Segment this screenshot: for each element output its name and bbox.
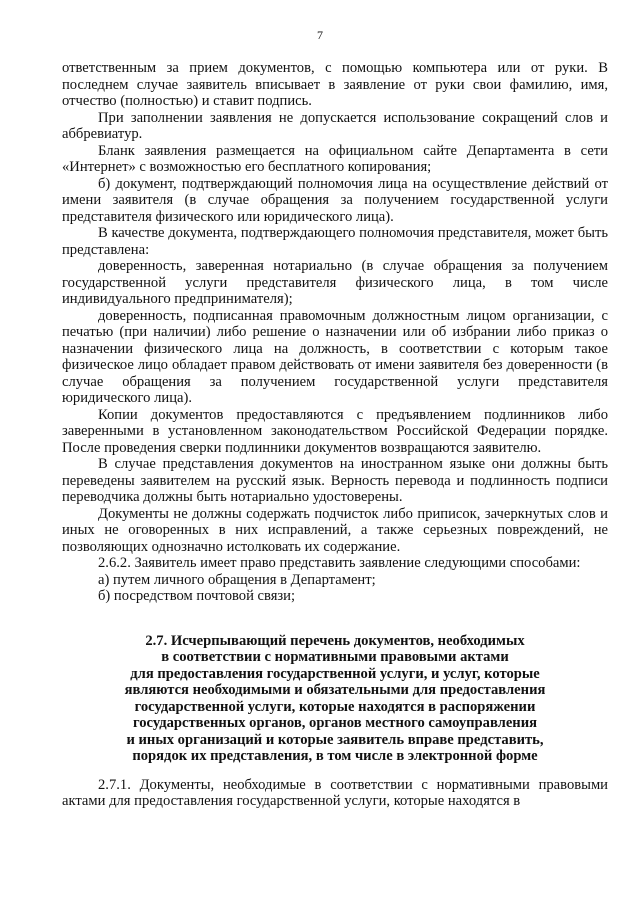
section-heading-2-7 [62, 633, 608, 765]
heading-line: в соответствии с нормативными правовыми актами [161, 649, 509, 665]
heading-line: 2.7. Исчерпывающий перечень документов, необходимых [145, 632, 525, 649]
paragraph: Документы не должны содержать подчисток либо приписок, зачеркнутых слов и иных не оговоренных в них исправлений, а также серьезных повреждений, не позволяющих однозначно истолковать их содержание. [62, 505, 608, 555]
paragraph-list [62, 60, 608, 605]
paragraph: В качестве документа, подтверждающего полномочия представителя, может быть представлена: [62, 225, 608, 258]
paragraph: ответственным за прием документов, с помощью компьютера или от руки. В последнем случае заявитель вписывает в заявление от руки свои фамилию, имя, отчество (полностью) и ставит подпись. [62, 60, 608, 109]
paragraph: доверенность, заверенная нотариально (в случае обращения за получением государственной услуги представителя физического лица, в том числе индивидуального предпринимателя); [62, 258, 608, 307]
heading-line: государственной услуги, которые находятся в распоряжении [134, 698, 536, 715]
heading-line: государственных органов, органов местного самоуправления [132, 715, 538, 731]
heading-line: и иных организаций и которые заявитель вправе представить, [126, 731, 544, 748]
paragraph: доверенность, подписанная правомочным должностным лицом организации, с печатью (при наличии) либо решение о назначении или об избрании либо приказ о назначении физического лица на должность, в соответствии с которым такое физическое лицо обладает правом действовать от имени заявителя без доверенности (в случае обращения за получением государственной услуги представителя юридического лица). [62, 307, 608, 406]
paragraph: б) документ, подтверждающий полномочия лица на осуществление действий от имени заявителя (в случае обращения за получением государственной услуги представителя физического или юридического лица). [62, 175, 608, 225]
heading-line: для предоставления государственной услуги, и услуг, которые [130, 665, 540, 682]
paragraph: Копии документов предоставляются с предъявлением подлинников либо заверенными в установленном законодательством Российской Федерации порядке. После проведения сверки подлинники документов возвращаются заявителю. [62, 406, 608, 456]
paragraph: б) посредством почтовой связи; [98, 588, 296, 604]
document-body [62, 60, 608, 810]
paragraph: В случае представления документов на иностранном языке они должны быть переведены заявителем на русский язык. Верность перевода и подлинность подписи переводчика должны быть нотариально удостоверены. [62, 456, 608, 505]
paragraph: 2.6.2. Заявитель имеет право представить заявление следующими способами: [98, 555, 581, 571]
page-number: 7 [317, 28, 323, 42]
paragraph: При заполнении заявления не допускается использование сокращений слов и аббревиатур. [62, 109, 608, 142]
paragraph-2-7-1: 2.7.1. Документы, необходимые в соответствии с нормативными правовыми актами для предоставления государственной услуги, которые находятся в [62, 776, 608, 809]
paragraph: Бланк заявления размещается на официальном сайте Департамента в сети «Интернет» с возможностью его бесплатного копирования; [62, 142, 608, 175]
heading-line: порядок их представления, в том числе в электронной форме [132, 748, 538, 764]
heading-line: являются необходимыми и обязательными для предоставления [124, 682, 546, 698]
paragraph: а) путем личного обращения в Департамент; [98, 571, 376, 588]
